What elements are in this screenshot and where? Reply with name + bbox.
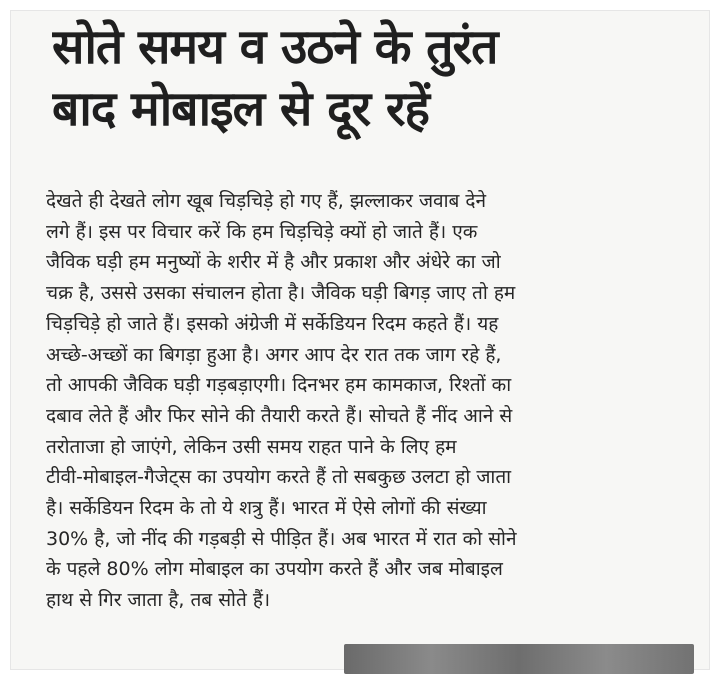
body-line: देखते ही देखते लोग खूब चिड़चिड़े हो गए हैं, झल्लाकर जवाब देने: [46, 190, 487, 212]
body-line: दबाव लेते हैं और फिर सोने की तैयारी करते हैं। सोचते हैं नींद आने से: [46, 404, 513, 427]
body-line: अच्छे-अच्छों का बिगड़ा हुआ है। अगर आप देर रात तक जाग रहे हैं,: [46, 343, 502, 366]
body-line: लगे हैं। इस पर विचार करें कि हम चिड़चिड़े क्यों हो जाते हैं। एक: [46, 220, 478, 243]
body-line: है। सर्केडियन रिदम के तो ये शत्रु हैं। भारत में ऐसे लोगों की संख्या: [46, 497, 487, 520]
body-line: 30% है, जो नींद की गड़बड़ी से पीड़ित हैं। अब भारत में रात को सोने: [46, 527, 517, 550]
headline-line: बाद मोबाइल से दूर रहें: [52, 81, 429, 137]
body-line: तो आपकी जैविक घड़ी गड़बड़ाएगी। दिनभर हम कामकाज, रिश्तों का: [46, 374, 512, 397]
body-line: चिड़चिड़े हो जाते हैं। इसको अंग्रेजी में सर्केडियन रिदम कहते हैं। यह: [46, 312, 499, 335]
body-line: तरोताजा हो जाएंगे, लेकिन उसी समय राहत पाने के लिए हम: [46, 435, 457, 458]
headline-line: सोते समय व उठने के तुरंत: [52, 19, 498, 75]
body-line: चक्र है, उससे उसका संचालन होता है। जैविक घड़ी बिगड़ जाए तो हम: [46, 282, 516, 305]
headline: [52, 16, 692, 140]
body-line: टीवी-मोबाइल-गैजेट्स का उपयोग करते हैं तो सबकुछ उलटा हो जाता: [46, 466, 512, 489]
body-line: जैविक घड़ी हम मनुष्यों के शरीर में है और प्रकाश और अंधेरे का जो: [46, 251, 501, 274]
body-line: के पहले 80% लोग मोबाइल का उपयोग करते हैं और जब मोबाइल: [46, 558, 503, 581]
article-body: [46, 186, 686, 616]
redaction-block: [344, 644, 694, 674]
body-line: हाथ से गिर जाता है, तब सोते हैं।: [46, 589, 271, 612]
